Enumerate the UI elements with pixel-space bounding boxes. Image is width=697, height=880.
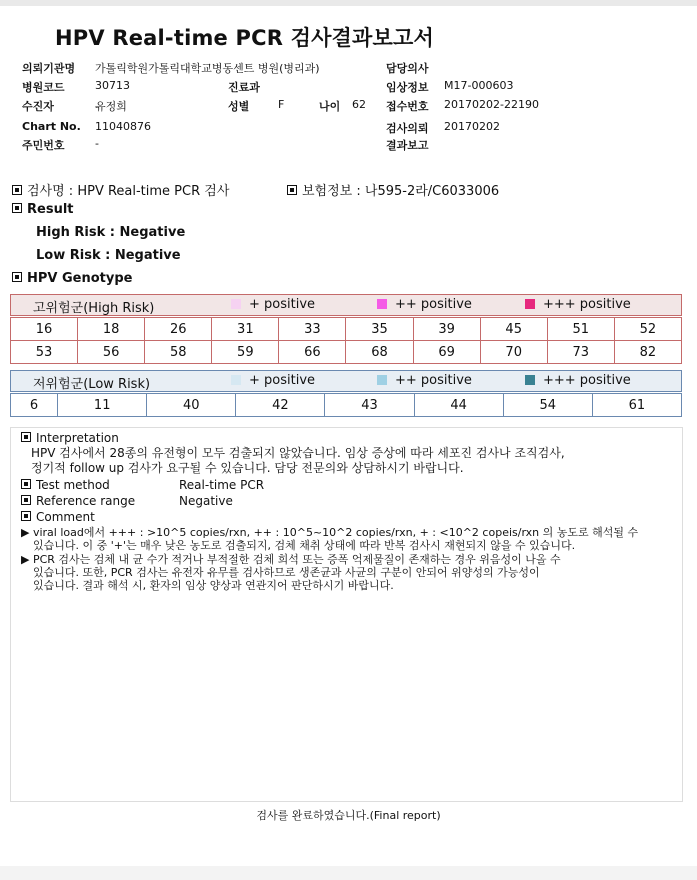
receipt-no-label: 접수번호 <box>386 100 429 113</box>
top-strip <box>0 0 697 6</box>
genotype-cell: 61 <box>592 394 681 417</box>
checkbox-icon <box>12 203 22 213</box>
comment-line: 있습니다. 또한, PCR 검사는 유전자 유무를 검사하므로 생존균과 사균의 구분이 안되어 위양성의 가능성이 <box>33 566 540 579</box>
legend-text: + positive <box>249 373 316 388</box>
reference-label: Reference range <box>36 494 136 508</box>
legend-text: +++ positive <box>543 297 631 312</box>
test-method-label: Test method <box>36 478 110 492</box>
chart-no-value: 11040876 <box>95 120 151 133</box>
checkbox-icon <box>287 185 297 195</box>
high-risk-row-2 <box>11 341 682 364</box>
low-risk-row <box>11 394 682 417</box>
report-title: HPV Real-time PCR 검사결과보고서 <box>55 26 434 50</box>
low-risk-result <box>36 248 181 263</box>
chart-no-label: Chart No. <box>22 120 81 133</box>
genotype-cell: 51 <box>547 318 614 341</box>
legend-plusplusplus <box>525 297 631 312</box>
genotype-cell: 6 <box>11 394 58 417</box>
low-risk-header <box>10 370 682 392</box>
comment-line: 있습니다. 이 중 '+'는 매우 낮은 농도로 검출되지, 검체 채취 상태에 따라 반복 검사시 재현되지 않을 수 있습니다. <box>33 539 576 552</box>
legend-text: + positive <box>249 297 316 312</box>
test-name-label: 검사명 : <box>27 184 74 199</box>
genotype-cell: 39 <box>413 318 480 341</box>
insurance-label: 보험정보 : <box>302 184 361 199</box>
clinical-info-value: M17-000603 <box>444 79 514 92</box>
test-method-heading <box>21 479 110 492</box>
high-risk-table <box>10 317 682 364</box>
interpretation-text-2: 정기적 follow up 검사가 요구될 수 있습니다. 담당 전문의와 상담하시기 바랍니다. <box>31 461 464 475</box>
hospital-code-value: 30713 <box>95 79 130 92</box>
comment-line: ▶ PCR 검사는 검체 내 균 수가 적거나 부적절한 검체 희석 또는 증폭 억제물질이 존재하는 경우 위음성이 나올 수 <box>21 553 561 566</box>
recipient-label: 수진자 <box>22 100 54 113</box>
high-risk-header <box>10 294 682 316</box>
genotype-cell: 26 <box>145 318 212 341</box>
resident-no-label: 주민번호 <box>22 139 65 152</box>
genotype-cell: 16 <box>11 318 78 341</box>
genotype-cell: 82 <box>614 341 681 364</box>
legend-text: ++ positive <box>395 373 472 388</box>
legend-plusplus <box>377 297 472 312</box>
receipt-no-value: 20170202-22190 <box>444 98 539 111</box>
legend-plus <box>231 297 315 312</box>
genotype-cell: 68 <box>346 341 413 364</box>
low-risk-label: Low Risk : <box>36 248 115 263</box>
checkbox-icon <box>21 432 31 442</box>
interpretation-heading <box>21 432 119 445</box>
genotype-cell: 58 <box>145 341 212 364</box>
legend-swatch-plusplus <box>377 299 387 309</box>
test-request-label: 검사의뢰 <box>386 122 429 135</box>
checkbox-icon <box>21 495 31 505</box>
result-heading <box>12 202 74 217</box>
genotype-cell: 43 <box>325 394 414 417</box>
genotype-cell: 53 <box>11 341 78 364</box>
comment-label: Comment <box>36 510 95 524</box>
legend-text: ++ positive <box>395 297 472 312</box>
institution-label: 의뢰기관명 <box>22 62 76 75</box>
footer-status: 검사를 완료하였습니다.(Final report) <box>256 809 441 822</box>
genotype-cell: 11 <box>58 394 147 417</box>
genotype-cell: 73 <box>547 341 614 364</box>
low-risk-group-label: 저위험군(Low Risk) <box>33 377 151 392</box>
low-risk-table <box>10 393 682 417</box>
legend-swatch-plusplusplus <box>525 299 535 309</box>
clinical-info-label: 임상정보 <box>386 81 429 94</box>
result-label: Result <box>27 202 74 217</box>
checkbox-icon <box>21 511 31 521</box>
age-label: 나이 <box>319 100 341 113</box>
comment-heading <box>21 511 95 524</box>
genotype-cell: 56 <box>78 341 145 364</box>
high-risk-label: High Risk : <box>36 225 120 240</box>
genotype-cell: 52 <box>614 318 681 341</box>
interpretation-panel <box>10 427 683 802</box>
genotype-cell: 33 <box>279 318 346 341</box>
legend-swatch-plus <box>231 299 241 309</box>
genotype-cell: 54 <box>503 394 592 417</box>
genotype-cell: 70 <box>480 341 547 364</box>
institution-value: 가톨릭학원가톨릭대학교병동센트 병원(병리과) <box>95 62 320 75</box>
interpretation-label: Interpretation <box>36 431 119 445</box>
legend-plusplus <box>377 373 472 388</box>
genotype-cell: 44 <box>414 394 503 417</box>
test-name-line <box>12 180 229 199</box>
genotype-cell: 66 <box>279 341 346 364</box>
high-risk-value: Negative <box>119 225 186 240</box>
checkbox-icon <box>12 185 22 195</box>
high-risk-group-label: 고위험군(High Risk) <box>33 301 155 316</box>
test-method-value: Real-time PCR <box>179 478 265 492</box>
legend-swatch-plusplus <box>377 375 387 385</box>
insurance-line <box>287 180 499 199</box>
genotype-cell: 45 <box>480 318 547 341</box>
insurance-value: 나595-2라/C6033006 <box>364 184 500 199</box>
resident-no-value: - <box>95 137 99 150</box>
genotype-label: HPV Genotype <box>27 271 133 286</box>
gender-value: F <box>278 98 285 111</box>
checkbox-icon <box>12 272 22 282</box>
bottom-strip <box>0 866 697 880</box>
legend-swatch-plusplusplus <box>525 375 535 385</box>
high-risk-row-1 <box>11 318 682 341</box>
checkbox-icon <box>21 479 31 489</box>
recipient-value: 유정희 <box>95 100 127 113</box>
test-request-value: 20170202 <box>444 120 500 133</box>
test-name-value: HPV Real-time PCR 검사 <box>77 184 230 199</box>
comment-line: 있습니다. 결과 해석 시, 환자의 임상 양상과 연관지어 판단하시기 바랍니다. <box>33 579 394 592</box>
genotype-cell: 42 <box>236 394 325 417</box>
genotype-cell: 31 <box>212 318 279 341</box>
doctor-label: 담당의사 <box>386 62 429 75</box>
genotype-cell: 40 <box>147 394 236 417</box>
low-risk-value: Negative <box>114 248 181 263</box>
legend-swatch-plus <box>231 375 241 385</box>
genotype-heading <box>12 271 132 286</box>
result-report-label: 결과보고 <box>386 139 429 152</box>
legend-text: +++ positive <box>543 373 631 388</box>
reference-value: Negative <box>179 494 233 508</box>
comment-line: ▶ viral load에서 +++ : >10^5 copies/rxn, ++ : 10^5~10^2 copies/rxn, + : <10^2 copeis/rxn 의 농도로 해석될 수 <box>21 526 639 539</box>
genotype-cell: 59 <box>212 341 279 364</box>
hospital-code-label: 병원코드 <box>22 81 65 94</box>
department-label: 진료과 <box>228 81 260 94</box>
legend-plusplusplus <box>525 373 631 388</box>
genotype-cell: 35 <box>346 318 413 341</box>
high-risk-result <box>36 225 185 240</box>
gender-label: 성별 <box>228 100 250 113</box>
interpretation-text-1: HPV 검사에서 28종의 유전형이 모두 검출되지 않았습니다. 임상 증상에 따라 세포진 검사나 조직검사, <box>31 446 565 460</box>
genotype-cell: 18 <box>78 318 145 341</box>
legend-plus <box>231 373 315 388</box>
genotype-cell: 69 <box>413 341 480 364</box>
reference-heading <box>21 495 135 508</box>
age-value: 62 <box>352 98 366 111</box>
